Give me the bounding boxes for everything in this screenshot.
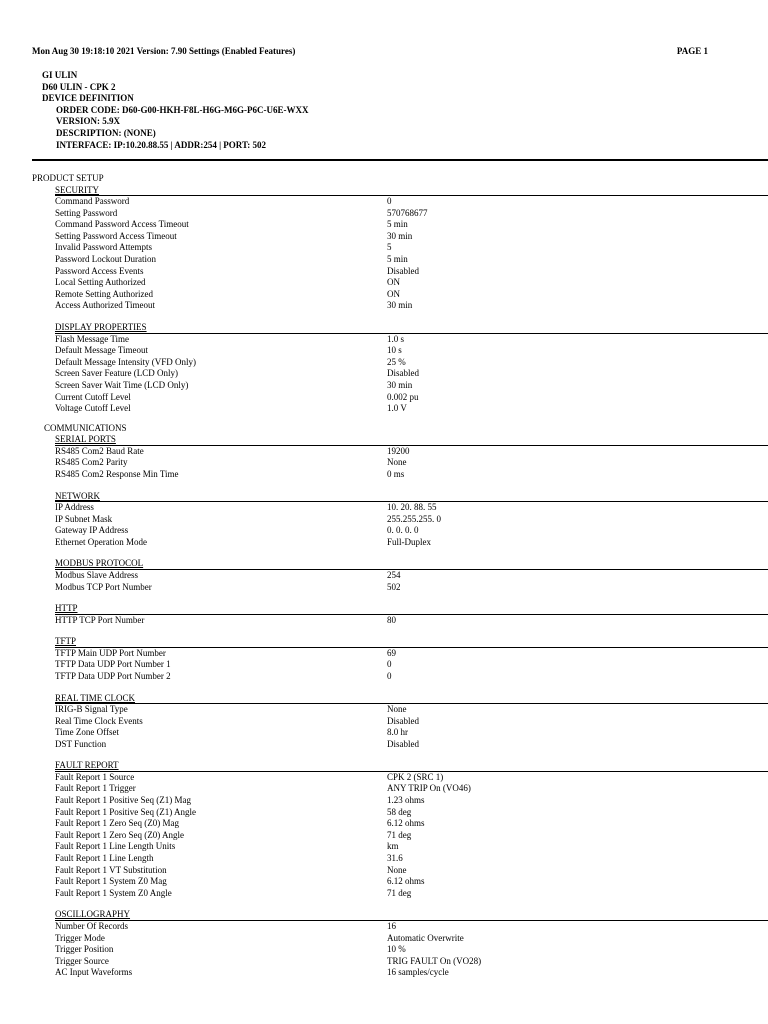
setting-row bbox=[32, 876, 768, 888]
setting-value: 31.6 bbox=[387, 853, 403, 864]
setting-name: Fault Report 1 Source bbox=[55, 771, 135, 782]
setting-value: 0 bbox=[387, 670, 392, 681]
page-header bbox=[32, 46, 708, 58]
setting-name: Fault Report 1 Positive Seq (Z1) Mag bbox=[55, 795, 191, 806]
setting-name: TFTP Main UDP Port Number bbox=[55, 647, 166, 658]
setting-value: 25 % bbox=[387, 356, 406, 367]
setting-row bbox=[32, 231, 768, 243]
setting-name: Setting Password Access Timeout bbox=[55, 230, 177, 241]
setting-row bbox=[32, 648, 768, 660]
settings-body bbox=[32, 173, 768, 979]
setting-value: ON bbox=[387, 277, 400, 288]
device-description: DESCRIPTION: (NONE) bbox=[56, 127, 156, 138]
setting-name: Fault Report 1 Line Length Units bbox=[55, 841, 176, 852]
setting-row bbox=[32, 615, 768, 627]
setting-name: AC Input Waveforms bbox=[55, 967, 133, 978]
setting-value: 6.12 ohms bbox=[387, 818, 425, 829]
setting-row bbox=[32, 537, 768, 549]
setting-value: 71 deg bbox=[387, 829, 412, 840]
setting-value: 10. 20. 88. 55 bbox=[387, 502, 437, 513]
setting-name: Trigger Mode bbox=[55, 932, 105, 943]
setting-value: None bbox=[387, 704, 407, 714]
section-title: OSCILLOGRAPHY bbox=[55, 909, 131, 920]
setting-name: Fault Report 1 System Z0 Mag bbox=[55, 876, 167, 887]
device-site: GI ULIN bbox=[42, 70, 78, 80]
setting-row bbox=[32, 716, 768, 728]
setting-name: Access Authorized Timeout bbox=[55, 300, 155, 311]
setting-value: 80 bbox=[387, 614, 396, 625]
setting-name: Invalid Password Attempts bbox=[55, 242, 152, 253]
setting-value: 30 min bbox=[387, 230, 413, 241]
setting-value: 19200 bbox=[387, 445, 410, 456]
setting-value: 5 min bbox=[387, 219, 408, 230]
setting-value: Disabled bbox=[387, 715, 419, 726]
setting-row bbox=[32, 514, 768, 526]
setting-value: Disabled bbox=[387, 738, 419, 749]
setting-name: Fault Report 1 VT Substitution bbox=[55, 864, 167, 875]
setting-value: 6.12 ohms bbox=[387, 876, 425, 887]
setting-value: 16 bbox=[387, 920, 396, 931]
setting-name: Trigger Position bbox=[55, 944, 114, 955]
setting-name: Screen Saver Feature (LCD Only) bbox=[55, 368, 178, 379]
setting-value: 0 bbox=[387, 196, 392, 207]
section-title: TFTP bbox=[55, 636, 77, 647]
setting-name: Local Setting Authorized bbox=[55, 277, 146, 288]
setting-row bbox=[32, 933, 768, 945]
setting-row bbox=[32, 772, 768, 784]
section-real-time-clock bbox=[32, 693, 768, 751]
setting-row bbox=[32, 659, 768, 671]
setting-value: 58 deg bbox=[387, 806, 412, 817]
section-title: HTTP bbox=[55, 603, 78, 614]
page-number: PAGE 1 bbox=[676, 46, 708, 56]
setting-value: 10 s bbox=[387, 345, 402, 356]
setting-row bbox=[32, 807, 768, 819]
section-title: SERIAL PORTS bbox=[55, 434, 116, 445]
setting-name: Fault Report 1 Zero Seq (Z0) Mag bbox=[55, 818, 179, 829]
setting-row bbox=[32, 727, 768, 739]
device-version: VERSION: 5.9X bbox=[56, 116, 121, 127]
setting-row bbox=[32, 289, 768, 301]
setting-name: Fault Report 1 Trigger bbox=[55, 783, 136, 794]
group-heading-communications: COMMUNICATIONS bbox=[44, 422, 127, 433]
section-tftp bbox=[32, 636, 768, 682]
setting-row bbox=[32, 345, 768, 357]
setting-name: Modbus Slave Address bbox=[55, 569, 138, 580]
setting-row bbox=[32, 956, 768, 968]
setting-name: Default Message Intensity (VFD Only) bbox=[55, 356, 196, 367]
setting-row bbox=[32, 380, 768, 392]
setting-name: Voltage Cutoff Level bbox=[55, 403, 131, 414]
section-network bbox=[32, 491, 768, 549]
setting-row bbox=[32, 921, 768, 933]
setting-row bbox=[32, 357, 768, 369]
section-security bbox=[32, 185, 768, 312]
setting-value: 8.0 hr bbox=[387, 727, 408, 738]
setting-row bbox=[32, 841, 768, 853]
setting-value: Full-Duplex bbox=[387, 536, 431, 547]
setting-value: 255.255.255. 0 bbox=[387, 513, 441, 524]
setting-name: RS485 Com2 Parity bbox=[55, 457, 128, 468]
setting-value: Disabled bbox=[387, 368, 419, 379]
section-title: DISPLAY PROPERTIES bbox=[55, 322, 147, 333]
setting-name: RS485 Com2 Baud Rate bbox=[55, 445, 144, 456]
setting-row bbox=[32, 818, 768, 830]
setting-value: 502 bbox=[387, 581, 401, 592]
setting-name: Fault Report 1 Zero Seq (Z0) Angle bbox=[55, 829, 184, 840]
setting-row bbox=[32, 671, 768, 683]
setting-name: TFTP Data UDP Port Number 2 bbox=[55, 670, 171, 681]
setting-row bbox=[32, 888, 768, 900]
setting-row bbox=[32, 502, 768, 514]
setting-name: Time Zone Offset bbox=[55, 727, 119, 738]
setting-name: Modbus TCP Port Number bbox=[55, 581, 152, 592]
setting-value: 570768677 bbox=[387, 207, 428, 218]
setting-name: IP Subnet Mask bbox=[55, 513, 113, 524]
setting-name: Flash Message Time bbox=[55, 333, 130, 344]
setting-value: 30 min bbox=[387, 379, 413, 390]
setting-row bbox=[32, 704, 768, 716]
section-title: FAULT REPORT bbox=[55, 760, 119, 771]
setting-value: 1.23 ohms bbox=[387, 795, 425, 806]
setting-row bbox=[32, 967, 768, 979]
setting-value: Automatic Overwrite bbox=[387, 932, 464, 943]
setting-name: Fault Report 1 Positive Seq (Z1) Angle bbox=[55, 806, 196, 817]
setting-value: 0 bbox=[387, 659, 392, 670]
setting-value: ANY TRIP On (VO46) bbox=[387, 783, 471, 794]
setting-value: 0.002 pu bbox=[387, 391, 419, 402]
setting-row bbox=[32, 392, 768, 404]
setting-row bbox=[32, 944, 768, 956]
setting-row bbox=[32, 368, 768, 380]
setting-name: IRIG-B Signal Type bbox=[55, 704, 128, 714]
setting-name: Remote Setting Authorized bbox=[55, 288, 153, 299]
setting-row bbox=[32, 582, 768, 594]
setting-value: CPK 2 (SRC 1) bbox=[387, 771, 444, 782]
setting-value: ON bbox=[387, 288, 400, 299]
setting-name: Fault Report 1 System Z0 Angle bbox=[55, 887, 172, 898]
setting-name: Default Message Timeout bbox=[55, 345, 148, 356]
setting-name: Password Lockout Duration bbox=[55, 254, 156, 265]
setting-row bbox=[32, 196, 768, 208]
section-title: NETWORK bbox=[55, 490, 100, 501]
section-fault-report bbox=[32, 760, 768, 899]
setting-value: 69 bbox=[387, 647, 396, 658]
setting-value: 30 min bbox=[387, 300, 413, 311]
setting-row bbox=[32, 219, 768, 231]
setting-name: Trigger Source bbox=[55, 955, 109, 966]
setting-row bbox=[32, 242, 768, 254]
setting-value: 5 bbox=[387, 242, 392, 253]
setting-value: None bbox=[387, 457, 407, 468]
setting-row bbox=[32, 795, 768, 807]
header-divider bbox=[32, 159, 768, 161]
section-modbus-protocol bbox=[32, 558, 768, 593]
device-definition-block bbox=[42, 70, 308, 151]
device-name: D60 ULIN - CPK 2 bbox=[42, 81, 116, 92]
setting-row bbox=[32, 208, 768, 220]
setting-row bbox=[32, 830, 768, 842]
section-title: MODBUS PROTOCOL bbox=[55, 558, 144, 569]
report-timestamp-version: Mon Aug 30 19:18:10 2021 Version: 7.90 Settings (Enabled Features) bbox=[32, 46, 296, 56]
setting-value: 254 bbox=[387, 569, 401, 580]
section-display-properties bbox=[32, 322, 768, 415]
setting-row bbox=[32, 266, 768, 278]
setting-name: Ethernet Operation Mode bbox=[55, 536, 147, 547]
setting-name: Real Time Clock Events bbox=[55, 715, 143, 726]
setting-value: 71 deg bbox=[387, 887, 412, 898]
setting-row bbox=[32, 300, 768, 312]
setting-row bbox=[32, 403, 768, 415]
setting-name: IP Address bbox=[55, 502, 94, 513]
setting-value: None bbox=[387, 864, 407, 875]
setting-row bbox=[32, 457, 768, 469]
setting-row bbox=[32, 783, 768, 795]
setting-row bbox=[32, 865, 768, 877]
section-oscillography bbox=[32, 909, 768, 978]
setting-value: 0 ms bbox=[387, 468, 405, 479]
setting-value: Disabled bbox=[387, 265, 419, 276]
device-interface: INTERFACE: IP:10.20.88.55 | ADDR:254 | PORT: 502 bbox=[56, 139, 267, 150]
setting-row bbox=[32, 277, 768, 289]
setting-row bbox=[32, 570, 768, 582]
setting-name: Screen Saver Wait Time (LCD Only) bbox=[55, 379, 189, 390]
setting-name: TFTP Data UDP Port Number 1 bbox=[55, 659, 171, 670]
setting-name: Gateway IP Address bbox=[55, 525, 129, 536]
setting-value: km bbox=[387, 841, 399, 852]
setting-name: HTTP TCP Port Number bbox=[55, 614, 145, 625]
setting-name: DST Function bbox=[55, 738, 107, 749]
setting-value: 1.0 V bbox=[387, 403, 407, 414]
setting-name: RS485 Com2 Response Min Time bbox=[55, 468, 179, 479]
setting-name: Fault Report 1 Line Length bbox=[55, 853, 154, 864]
section-title: SECURITY bbox=[55, 184, 100, 195]
setting-value: 5 min bbox=[387, 254, 408, 265]
setting-name: Command Password bbox=[55, 196, 130, 207]
setting-name: Setting Password bbox=[55, 207, 118, 218]
setting-row bbox=[32, 739, 768, 751]
setting-row bbox=[32, 334, 768, 346]
setting-name: Current Cutoff Level bbox=[55, 391, 131, 402]
setting-row bbox=[32, 254, 768, 266]
device-definition-heading: DEVICE DEFINITION bbox=[42, 93, 134, 104]
setting-row bbox=[32, 446, 768, 458]
order-code: ORDER CODE: D60-G00-HKH-F8L-H6G-M6G-P6C-U6E-WXX bbox=[56, 104, 309, 115]
setting-value: 10 % bbox=[387, 944, 406, 955]
setting-value: 1.0 s bbox=[387, 333, 405, 344]
setting-name: Command Password Access Timeout bbox=[55, 219, 189, 230]
setting-name: Number Of Records bbox=[55, 920, 128, 931]
setting-value: 16 samples/cycle bbox=[387, 967, 449, 978]
setting-name: Password Access Events bbox=[55, 265, 144, 276]
section-serial-ports bbox=[32, 434, 768, 480]
setting-row bbox=[32, 469, 768, 481]
setting-value: TRIG FAULT On (VO28) bbox=[387, 955, 482, 966]
section-title: REAL TIME CLOCK bbox=[55, 692, 135, 703]
setting-row bbox=[32, 525, 768, 537]
section-http bbox=[32, 603, 768, 626]
group-heading-product-setup: PRODUCT SETUP bbox=[32, 173, 104, 183]
setting-row bbox=[32, 853, 768, 865]
setting-value: 0. 0. 0. 0 bbox=[387, 525, 419, 536]
